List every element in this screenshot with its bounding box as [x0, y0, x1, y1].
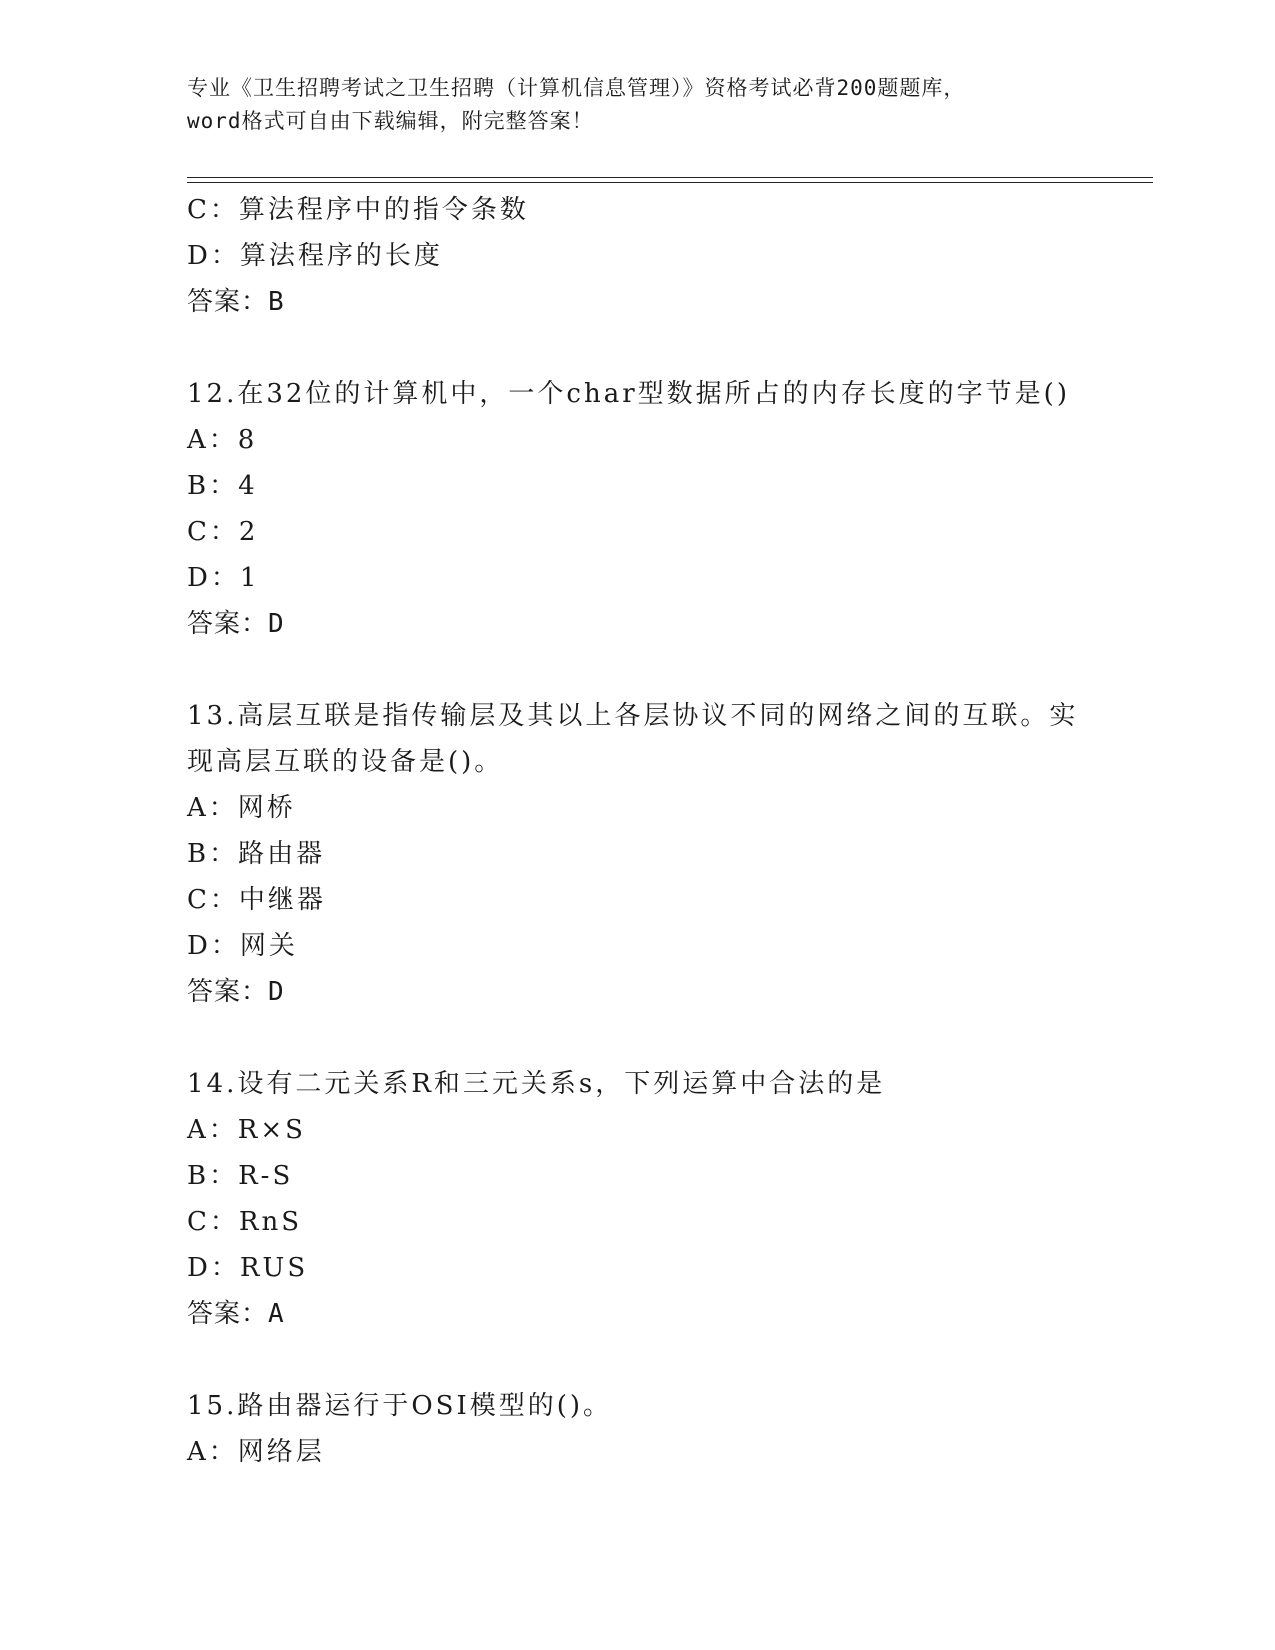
option-a: A：8 — [187, 425, 258, 455]
question-stem: 15.路由器运行于OSI模型的()。 — [187, 1391, 613, 1421]
option-d: D：RUS — [187, 1253, 309, 1283]
question-stem-continued: 现高层互联的设备是()。 — [187, 747, 504, 777]
option-b: B：4 — [187, 471, 258, 501]
option-d: D：算法程序的长度 — [187, 241, 443, 271]
question-list — [187, 187, 1087, 1475]
header-divider-top — [187, 177, 1153, 178]
question-15 — [187, 1383, 1087, 1475]
answer-label: 答案：D — [187, 977, 285, 1007]
question-13 — [187, 693, 1087, 1015]
option-b: B：R-S — [187, 1161, 294, 1191]
question-stem: 14.设有二元关系R和三元关系s，下列运算中合法的是 — [187, 1069, 886, 1099]
question-12 — [187, 371, 1087, 647]
option-d: D：网关 — [187, 931, 298, 961]
option-a: A：网络层 — [187, 1437, 325, 1467]
question-stem: 12.在32位的计算机中，一个char型数据所占的内存长度的字节是() — [187, 379, 1070, 409]
header-line-1: 专业《卫生招聘考试之卫生招聘（计算机信息管理）》资格考试必背200题题库， — [187, 76, 966, 100]
question-fragment-11 — [187, 187, 1087, 325]
option-a: A：R×S — [187, 1115, 306, 1145]
option-c: C：算法程序中的指令条数 — [187, 195, 529, 225]
option-b: B：路由器 — [187, 839, 326, 869]
question-14 — [187, 1061, 1087, 1337]
option-c: C：2 — [187, 517, 259, 547]
option-a: A：网桥 — [187, 793, 296, 823]
document-header — [187, 72, 1087, 138]
header-divider-bottom — [187, 182, 1153, 183]
answer-label: 答案：B — [187, 287, 285, 317]
answer-label: 答案：D — [187, 609, 285, 639]
option-d: D：1 — [187, 563, 260, 593]
header-line-2: word格式可自由下载编辑，附完整答案！ — [187, 109, 594, 133]
option-c: C：中继器 — [187, 885, 326, 915]
answer-label: 答案：A — [187, 1299, 285, 1329]
question-stem: 13.高层互联是指传输层及其以上各层协议不同的网络之间的互联。实 — [187, 701, 1079, 731]
option-c: C：RnS — [187, 1207, 303, 1237]
